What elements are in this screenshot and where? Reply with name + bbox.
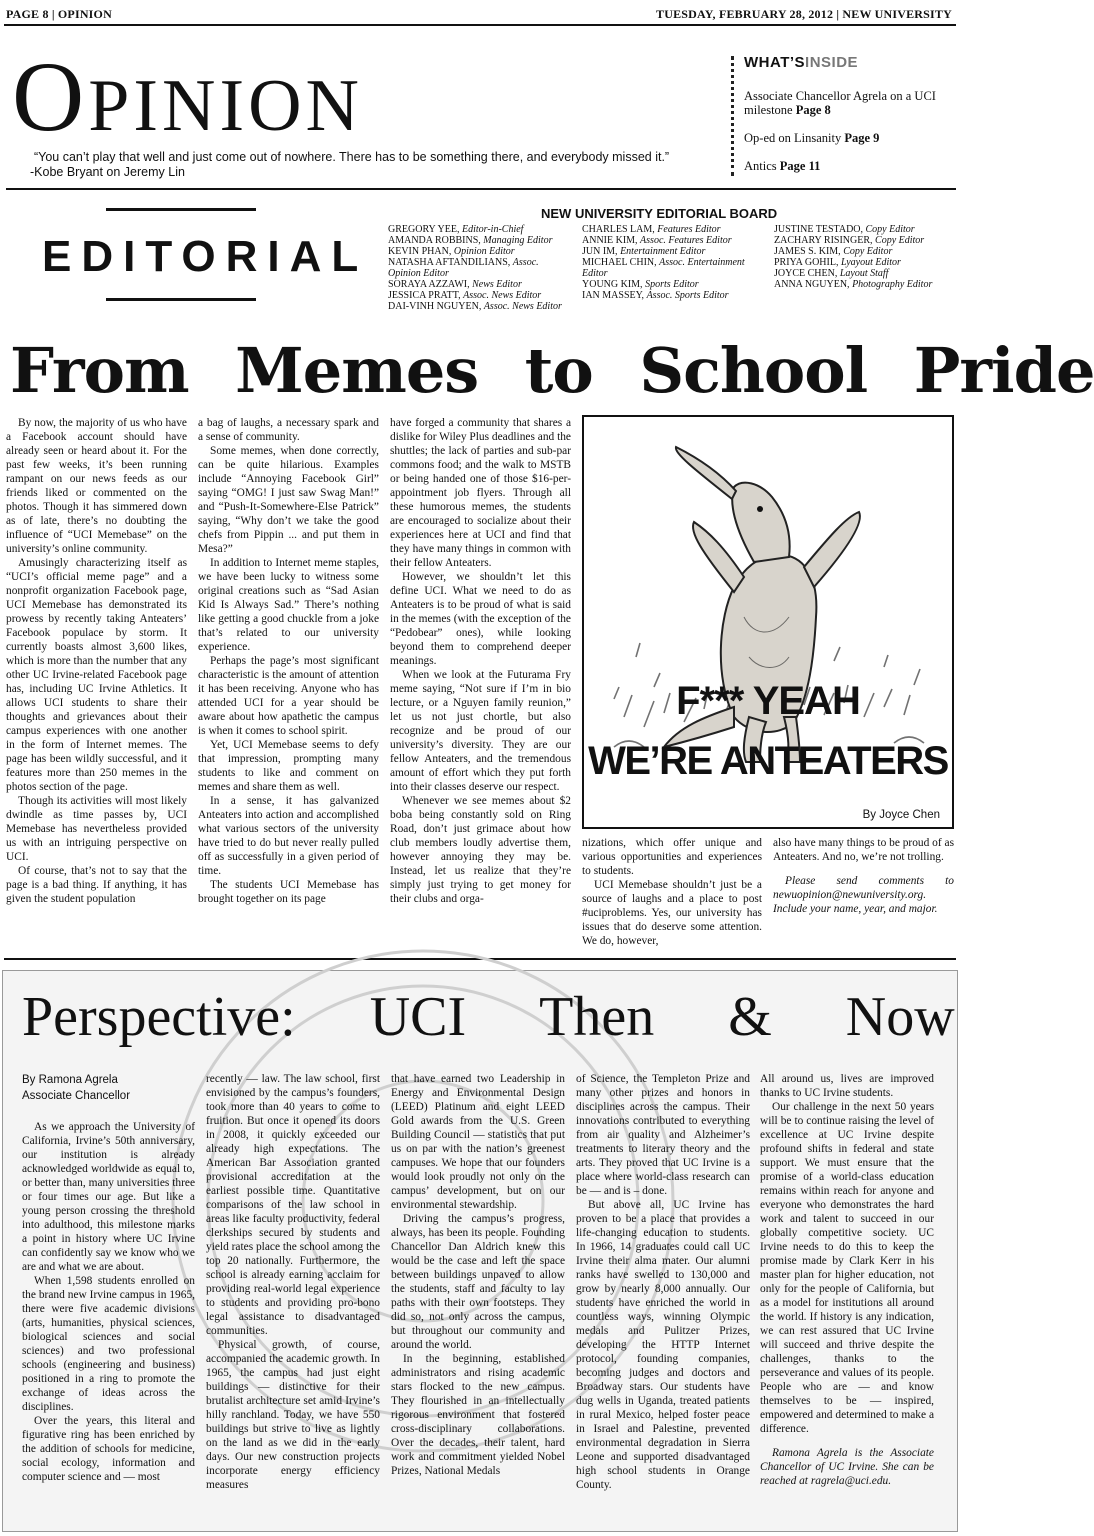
editorial-label: EDITORIAL <box>42 232 369 281</box>
editorial-column-4 <box>582 836 762 948</box>
paragraph: Perhaps the page’s most significant characteristic is the amount of attention it has been receiving. Anyone who has attended UCI for a year should be aware about how apathetic the campus is when it comes to school spirit. <box>198 655 379 737</box>
perspective-column-3 <box>391 1072 565 1478</box>
paragraph: As we approach the University of California, Irvine’s 50th anniversary, our institution is already acknowledged worldwide as equal to, or better than, many universities three or four times our age. But like a young person crossing the threshold into adulthood, this milestone marks a point in history where UC Irvine can confidently say we know who we are and what we are about. <box>22 1121 195 1273</box>
paragraph: Driving the campus’s progress, always, has been its people. Founding Chancellor Dan Aldrich knew this would be the case and left the space between buildings unpaved to allow the students, staff and faculty to lay paths with their own footsteps. They did so, not only across the campus, but throughout our community and around the world. <box>391 1213 565 1351</box>
paragraph: UCI Memebase shouldn’t just be a source of laughs and a place to post #uciproblems. Yes, our university has issues that do deserve some attention. We do, however, <box>582 879 762 947</box>
editorial-column-1 <box>6 416 187 906</box>
paragraph: By now, the majority of us who have a Facebook account should have already seen or heard about it. For the past few weeks, it’s been running rampant on our news feeds as our friends liked or commented on the photos. Though it has simmered down as of late, there’s no doubting the influence of “UCI Memebase” on the university’s online community. <box>6 417 187 555</box>
perspective-column-5 <box>760 1072 934 1488</box>
paragraph: have forged a community that shares a dislike for Wiley Plus deadlines and the shuttles; the lack of parties and sub-par commons food; and the walk to MSTB or being handed one of those $16-per-appointment job flyers. Through all these humorous memes, the students are encouraged to socialize about their experiences here at UCI and find that they have many things in common with their fellow Anteaters. <box>390 417 571 569</box>
paragraph: The students UCI Memebase has brought together on its page <box>198 879 379 905</box>
whats-inside-box <box>744 54 966 173</box>
board-member: JESSICA PRATT, Assoc. News Editor <box>388 290 542 301</box>
board-member: ANNIE KIM, Assoc. Features Editor <box>582 235 732 246</box>
board-member: AMANDA ROBBINS, Managing Editor <box>388 235 553 246</box>
board-column-2 <box>582 224 767 301</box>
paragraph: of Science, the Templeton Prize and many other prizes and honors in disciplines across the campus. Their innovations contributed to everything from air quality and Alzheimer’s treatments to literary theory and the arts. They proved that UC Irvine is a place where world-class research can be — and is – done. <box>576 1073 750 1197</box>
paragraph: recently — law. The law school, first envisioned by the campus’s founders, took more than 40 years to come to fruition. But once it opened its doors in 2008, it quickly exceeded our already high expectations. The American Bar Association granted provisional accreditation at the earliest possible time. Quantitative comparisons of the law school in areas like faculty productivity, federal clerkships secured by students and yield rates place the school among the top 20 nationally. Furthermore, the school is already earning acclaim for providing real-world legal experience to students and providing pro-bono legal assistance to disadvantaged communities. <box>206 1073 380 1337</box>
section-masthead: OPINION <box>12 41 363 152</box>
paragraph: also have many things to be proud of as Anteaters. And no, we’re not trolling. <box>773 837 954 863</box>
editorial-column-3 <box>390 416 571 906</box>
paragraph: When we look at the Futurama Fry meme saying, “Not sure if I’m in bio lecture, or a Nguyen family reunion,” let us not just chortle, but also recognize and be proud of our university’s diversity. They are our fellow Anteaters, and the tremendous amount of effort which they put forth into their classes deserve our respect. <box>390 669 571 793</box>
editorial-bottom-bar <box>106 298 256 301</box>
board-member: KEVIN PHAN, Opinion Editor <box>388 246 515 257</box>
board-member: ZACHARY RISINGER, Copy Editor <box>774 235 925 246</box>
paragraph: Yet, UCI Memebase seems to defy that impression, prompting many students to like and comment on memes and share them as well. <box>198 739 379 793</box>
paragraph: Our challenge in the next 50 years will be to continue raising the level of excellence at UC Irvine despite profound shifts in federal and state support. We must ensure that the promise of a world-class education remains within reach for anyone and everyone who demonstrates the hard work and talent to succeed in our globally competitive society. UC Irvine needs to do this to keep the promise made by Clark Kerr in his master plan for higher education, not only for the people of California, but as a model for institutions all around the world. If history is any indication, we can rest assured that UC Irvine will succeed and thrive despite the challenges, thanks to the perseverance and values of its people. People who are — and know themselves to be — inspired, empowered and determined to make a difference. <box>760 1101 934 1435</box>
board-member: JOYCE CHEN, Layout Staff <box>774 268 889 279</box>
author-title: Associate Chancellor <box>22 1090 131 1102</box>
cartoon-caption-line-2: WE’RE ANTEATERS <box>588 739 948 783</box>
board-member: SORAYA AZZAWI, News Editor <box>388 279 522 290</box>
board-member: NATASHA AFTANDILIANS, Assoc. Opinion Editor <box>388 257 539 279</box>
paragraph: nizations, which offer unique and various opportunities and experiences to students. <box>582 837 762 877</box>
board-column-3 <box>774 224 956 290</box>
whats-inside-title: WHAT’SINSIDE <box>744 54 859 71</box>
paragraph: Over the years, this literal and figurative ring has been enriched by the addition of schools for medicine, social ecology, information and computer science and — most <box>22 1415 195 1483</box>
paragraph: Of course, that’s not to say that the page is a bad thing. If anything, it has given the student population <box>6 865 187 905</box>
paragraph: Physical growth, of course, accompanied the academic growth. In 1965, the campus had just eight buildings — distinctive for their brutalist architecture set amid Irvine’s hilly ranchland. Today, we have 550 buildings but strive to live as lightly on the land as we did in the early days. Our new construction projects incorporate energy efficiency measures <box>206 1339 380 1491</box>
quote-text: “You can’t play that well and just come out of nowhere. There has to be something there, and everybody missed it.” <box>34 150 670 164</box>
board-member: JUSTINE TESTADO, Copy Editor <box>774 224 915 235</box>
paragraph: Amusingly characterizing itself as “UCI’s official meme page” and a nonprofit organization Facebook page, UCI Memebase has demonstrated its prowess by recently taking Anteaters’ Facebook populace by storm. It currently boasts almost 3,600 likes, which is more than the number that any other UC Irvine-related Facebook page has, including UC Irvine Athletics. It allows UCI students to share their thoughts and grievances about their campus experiences with one another in the form of Internet memes. The page has been wildly successful, and it features more than 250 memes in the photos section of the page. <box>6 557 187 793</box>
board-member: IAN MASSEY, Assoc. Sports Editor <box>582 290 729 301</box>
perspective-column-4 <box>576 1072 750 1492</box>
paragraph: Whenever we see memes about $2 boba being constantly sold on Ring Road, don’t just grimace about how club members loudly advertise them, however annoying they may be. Instead, let us realize that they’re simply just trying to get money for their clubs and orga- <box>390 795 571 905</box>
author-name: By Ramona Agrela <box>22 1074 118 1086</box>
paragraph: Though its activities will most likely dwindle as time passes by, UCI Memebase has nevertheless provided us with an intriguing perspective on UCI. <box>6 795 187 863</box>
cartoon-frame <box>582 415 954 829</box>
board-column-1 <box>388 224 566 312</box>
perspective-column-2 <box>206 1072 380 1492</box>
editorial-board-title: NEW UNIVERSITY EDITORIAL BOARD <box>541 206 778 221</box>
comments-note: Please send comments to newuopinion@newuniversity.org. Include your name, year, and major. <box>773 875 954 915</box>
quote-attribution: -Kobe Bryant on Jeremy Lin <box>30 165 185 179</box>
board-member: ANNA NGUYEN, Photography Editor <box>774 279 933 290</box>
page-folio-left: PAGE 8 | OPINION <box>6 7 112 21</box>
board-member: YOUNG KIM, Sports Editor <box>582 279 699 290</box>
masthead-bottom-rule <box>6 188 956 190</box>
cartoon-byline: By Joyce Chen <box>862 809 940 821</box>
inside-dotted-rule <box>731 56 734 176</box>
paragraph: All around us, lives are improved thanks to UC Irvine students. <box>760 1073 934 1099</box>
board-member: DAI-VINH NGUYEN, Assoc. News Editor <box>388 301 562 312</box>
paragraph: Some memes, when done correctly, can be quite hilarious. Examples include “Annoying Facebook Girl” saying “OMG! I just saw Swag Man!” and “Push-It-Somewhere-Else Patrick” saying, “Why don’t we take the good chefs from Pippin ... and put them in Mesa?” <box>198 445 379 555</box>
board-member: JAMES S. KIM, Copy Editor <box>774 246 893 257</box>
editorial-column-2 <box>198 416 379 906</box>
paragraph: When 1,598 students enrolled on the brand new Irvine campus in 1965, there were five academic divisions (arts, humanities, physical sciences, biological sciences and social sciences) and two professional schools (engineering and business) positioned in a ring to promote the exchange of ideas across the disciplines. <box>22 1275 195 1413</box>
pull-quote <box>30 150 720 180</box>
paragraph: In addition to Internet meme staples, we have been lucky to witness some original creations such as “Sad Asian Kid Is Always Sad.” There’s nothing like getting a good chuckle from a joke that’s related to our university experience. <box>198 557 379 653</box>
paragraph: that have earned two Leadership in Energy and Environmental Design (LEED) Platinum and eight LEED Gold awards from the U.S. Green Building Council — statistics that put us on par with the nation’s greenest campuses. We hope that our founders would look proudly not only on the campus’ development, but on our environmental stewardship. <box>391 1073 565 1211</box>
perspective-title: Perspective: UCI Then & Now <box>22 986 955 1048</box>
editorial-top-bar <box>106 208 256 211</box>
author-bio: Ramona Agrela is the Associate Chancellor of UC Irvine. She can be reached at ragrela@uci.edu. <box>760 1447 934 1487</box>
paragraph: a bag of laughs, a necessary spark and a sense of community. <box>198 417 379 443</box>
inside-item[interactable]: Associate Chancellor Agrela on a UCI milestone Page 8 <box>744 89 936 117</box>
editorial-headline: From Memes to School Pride <box>10 334 1094 407</box>
board-member: GREGORY YEE, Editor-in-Chief <box>388 224 524 235</box>
editorial-column-5 <box>773 836 954 916</box>
board-member: MICHAEL CHIN, Assoc. Entertainment Editor <box>582 257 745 279</box>
board-member: CHARLES LAM, Features Editor <box>582 224 721 235</box>
inside-item[interactable]: Op-ed on Linsanity Page 9 <box>744 131 880 145</box>
paragraph: However, we shouldn’t let this define UCI. What we need to do as Anteaters is to be proud of what is said in the memes (with the exception of the “Pedobear” ones), while looking beyond them to comprehend deeper meanings. <box>390 571 571 667</box>
paragraph: In a sense, it has galvanized Anteaters into action and accomplished what various sectors of the university have tried to do but never really pulled off as successfully in a given period of time. <box>198 795 379 877</box>
paragraph: In the beginning, established administrators and rising academic stars flocked to the new campus. They flourished in an intellectually rigorous environment that fostered cross-disciplinary collaborations. Over the decades, their talent, hard work and commitment yielded Nobel Prizes, National Medals <box>391 1353 565 1477</box>
board-member: JUN IM, Entertainment Editor <box>582 246 706 257</box>
board-member: PRIYA GOHIL, Lyayout Editor <box>774 257 901 268</box>
perspective-column-1 <box>22 1072 195 1484</box>
cartoon-caption-line-1: F*** YEAH <box>676 679 860 723</box>
inside-item[interactable]: Antics Page 11 <box>744 159 821 173</box>
folio-rule <box>4 24 956 26</box>
paragraph: But above all, UC Irvine has proven to be a place that provides a life-changing education to students. In 1966, 14 graduates could call UC Irvine their alma mater. Our alumni ranks have swelled to 130,000 and grow by nearly 8,000 annually. Our students have enriched the world in countless ways, winning Olympic medals and Pulitzer Prizes, developing the HTTP Internet protocol, founding companies, becoming judges and doctors and Broadway stars. Our students have dug wells in Uganda, treated patients in rural Mexico, helped foster peace in Israel and Palestine, prevented environmental degradation in Sierra Leone and supported disadvantaged high school students in Orange County. <box>576 1199 750 1491</box>
page-folio-right: TUESDAY, FEBRUARY 28, 2012 | NEW UNIVERSITY <box>656 7 952 21</box>
